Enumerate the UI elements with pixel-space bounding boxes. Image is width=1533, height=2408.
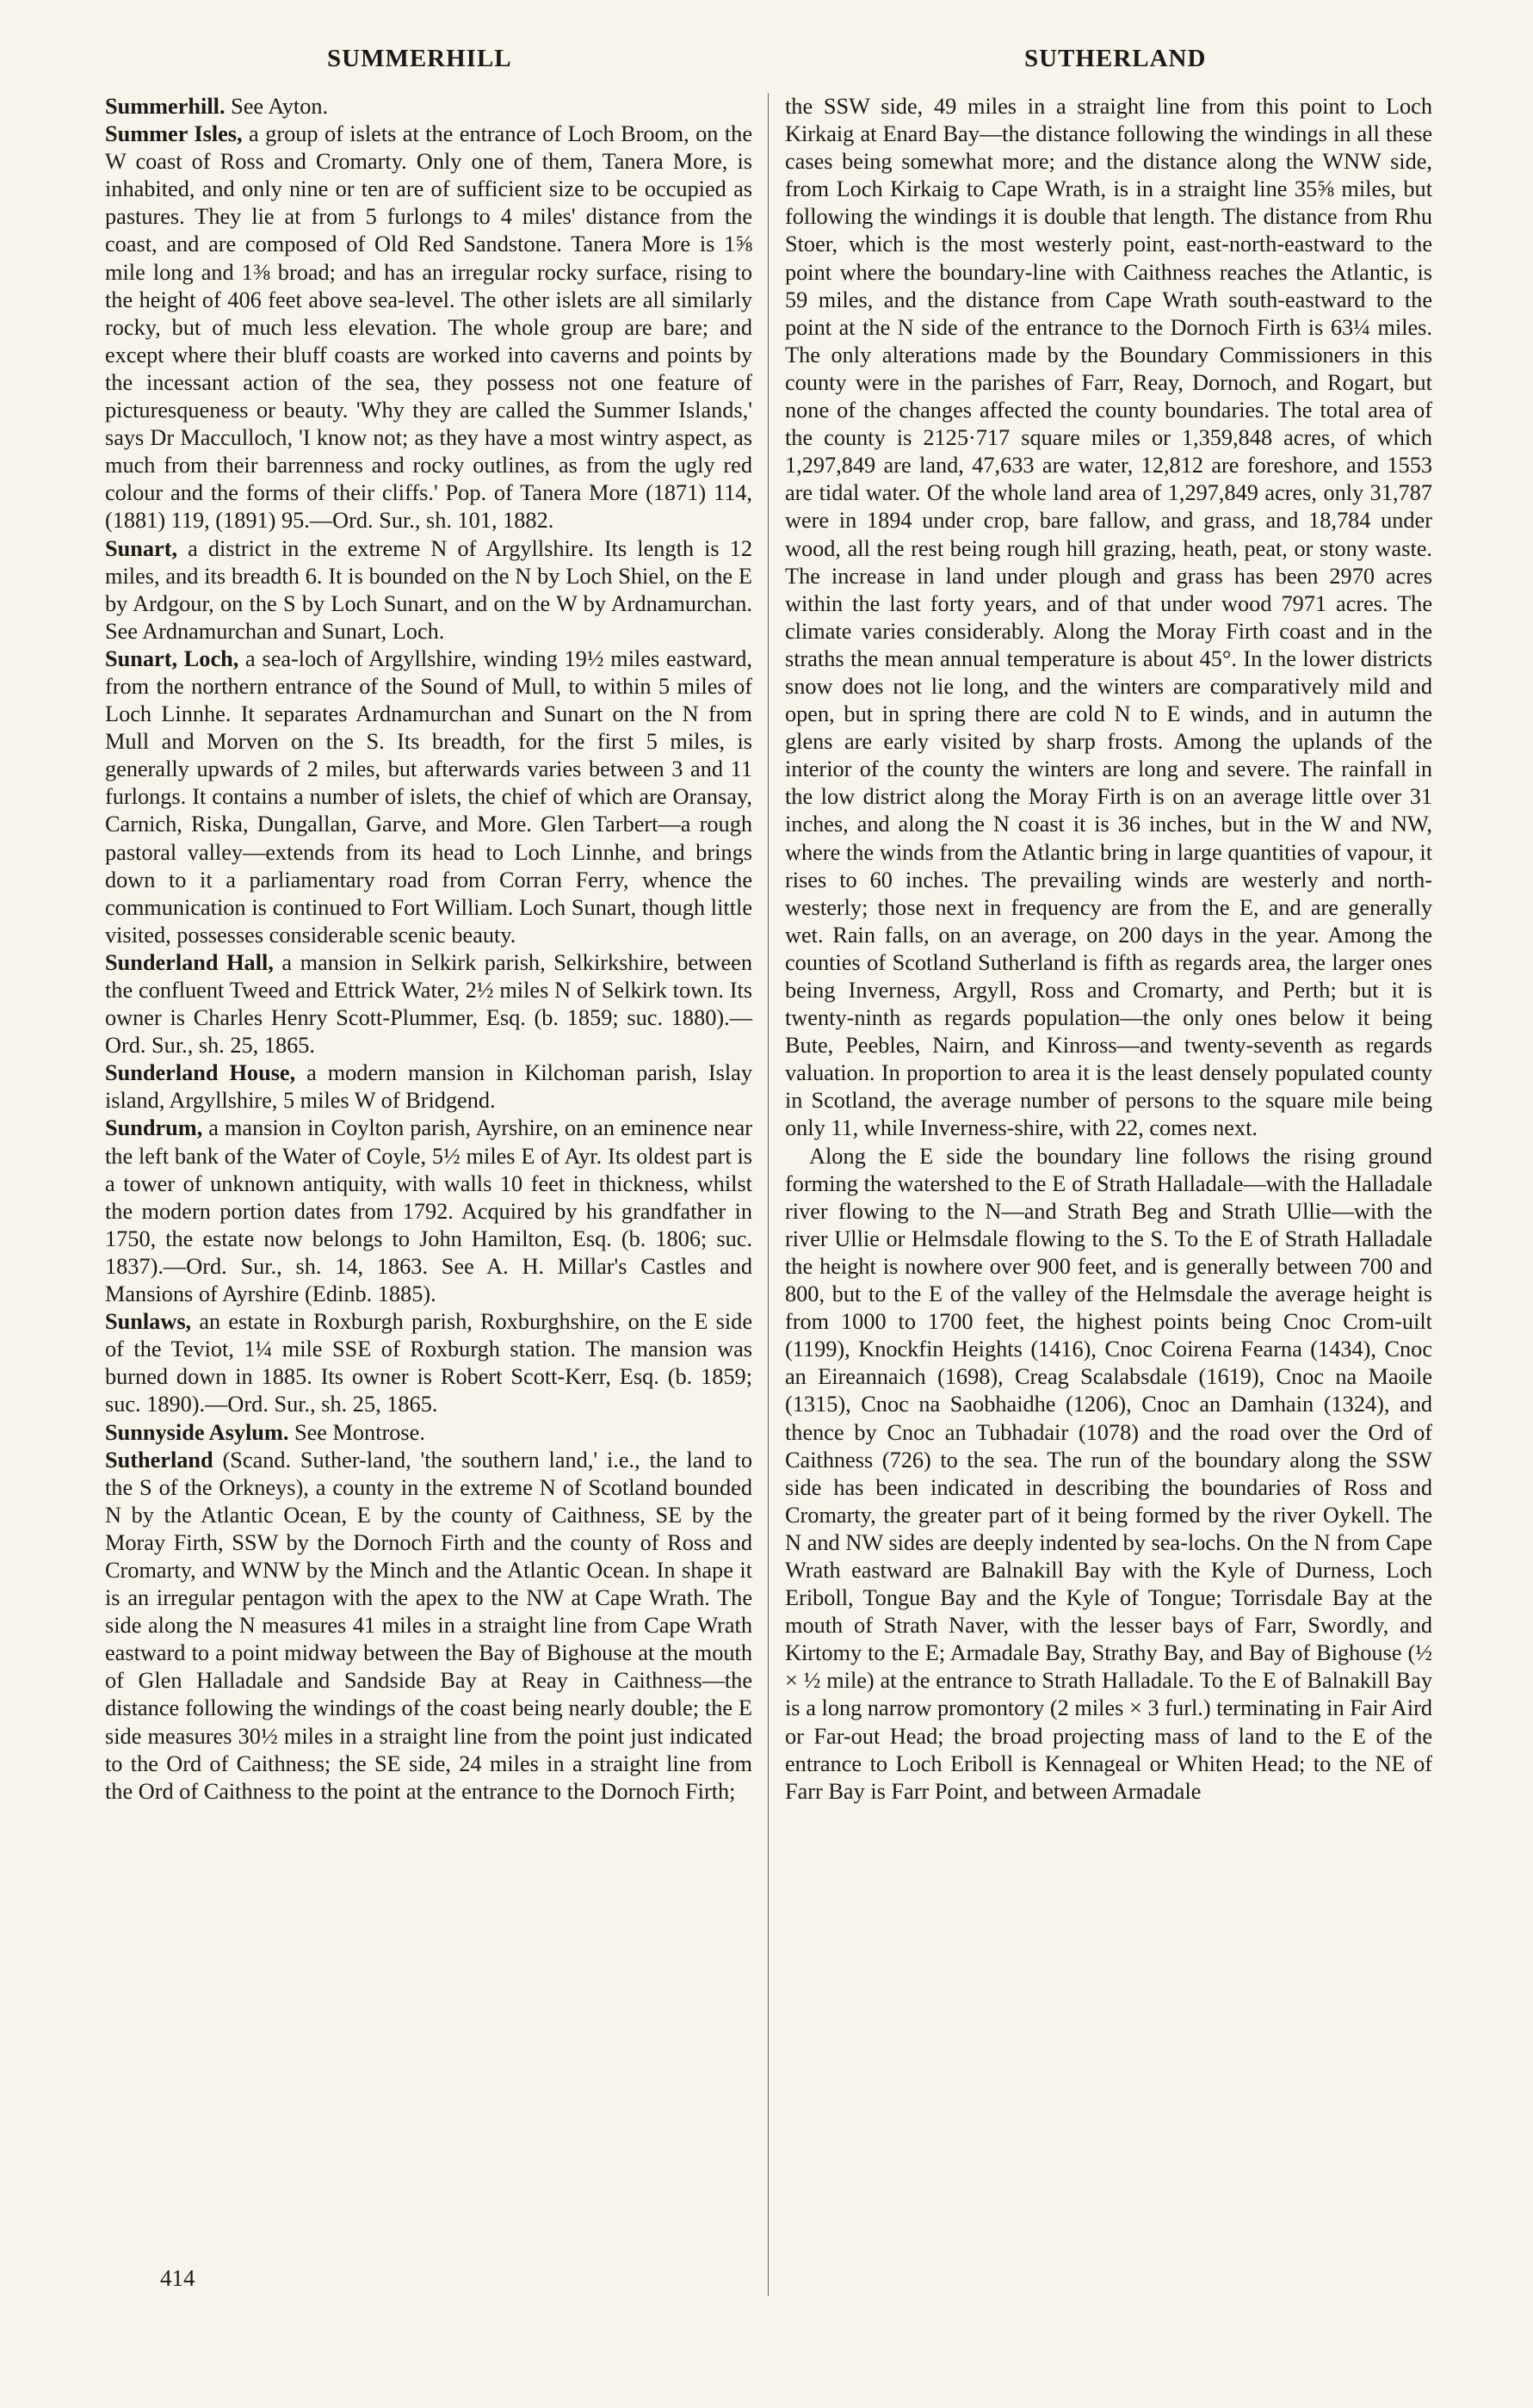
entry [105, 535, 752, 645]
right-column [785, 93, 1432, 1806]
entry-text: See Ayton. [225, 94, 329, 119]
entry [105, 645, 752, 949]
entry-text: a modern mansion in Kilchoman parish, Islay island, Argyllshire, 5 miles W of Bridgend. [105, 1060, 752, 1114]
column-divider [768, 93, 769, 2296]
headword: Sunart, [105, 535, 178, 561]
entry-text: an estate in Roxburgh parish, Roxburghshire, on the E side of the Teviot, 1¼ mile SSE of Roxburgh station. The mansion was burned down in 1885. Its owner is Robert Scott-Kerr, Esq. (b. 1859; suc. 1890).—Ord. Sur., sh. 25, 1865. [105, 1309, 752, 1417]
entry-text: a group of islets at the entrance of Loch Broom, on the W coast of Ross and Cromarty. Only one of them, Tanera More, is inhabited, and only nine or ten are of sufficient size to be occupied as pastures. They lie at from 5 furlongs to 4 miles' distance from the coast, and are composed of Old Red Sandstone. Tanera More is 1⅝ mile long and 1⅜ broad; and has an irregular rocky surface, rising to the height of 406 feet above sea-level. The other islets are all similarly rocky, but of much less elevation. The whole group are bare; and except where their bluff coasts are worked into caverns and points by the incessant action of the sea, they possess not one feature of picturesqueness or beauty. 'Why they are called the Summer Islands,' says Dr Macculloch, 'I know not; as they have a most wintry aspect, as much from their barrenness and rocky outlines, as from the ugly red colour and the forms of their cliffs.' Pop. of Tanera More (1871) 114, (1881) 119, (1891) 95.—Ord. Sur., sh. 101, 1882. [105, 121, 752, 534]
entry-text: a district in the extreme N of Argyllshire. Its length is 12 miles, and its breadth 6. It is bounded on the N by Loch Shiel, on the E by Ardgour, on the S by Loch Sunart, and on the W by Ardnamurchan. See Ardnamurchan and Sunart, Loch. [105, 535, 752, 644]
headword: Summer Isles, [105, 121, 243, 147]
entry-text: See Montrose. [288, 1419, 425, 1445]
entry [105, 1447, 752, 1806]
entry [105, 120, 752, 534]
entry [105, 1114, 752, 1308]
paragraph: the SSW side, 49 miles in a straight line from this point to Loch Kirkaig at Enard Bay—the distance following the windings in all these cases being somewhat more; and the distance along the WNW side, from Loch Kirkaig to Cape Wrath, is in a straight line 35⅝ miles, but following the windings it is double that length. The distance from Rhu Stoer, which is the most westerly point, east-north-eastward to the point where the boundary-line with Caithness reaches the Atlantic, is 59 miles, and the distance from Cape Wrath south-eastward to the point at the N side of the entrance to the Dornoch Firth is 63¼ miles. The only alterations made by the Boundary Commissioners in this county were in the parishes of Farr, Reay, Dornoch, and Rogart, but none of the changes affected the county boundaries. The total area of the county is 2125·717 square miles or 1,359,848 acres, of which 1,297,849 are land, 47,633 are water, 12,812 are foreshore, and 1553 are tidal water. Of the whole land area of 1,297,849 acres, only 31,787 were in 1894 under crop, bare fallow, and grass, and 18,784 under wood, all the rest being rough hill grazing, heath, peat, or stony waste. The increase in land under plough and grass has been 2970 acres within the last forty years, and of that under wood 7971 acres. The climate varies considerably. Along the Moray Firth coast and in the straths the mean annual temperature is about 45°. In the lower districts snow does not lie long, and the winters are comparatively mild and open, but in spring there are cold N to E winds, and in autumn the glens are early visited by sharp frosts. Among the uplands of the interior of the county the winters are long and severe. The rainfall in the low district along the Moray Firth is on an average little over 31 inches, and along the N coast it is 36 inches, but in the W and NW, where the winds from the Atlantic bring in large quantities of vapour, it rises to 60 inches. The prevailing winds are westerly and north-westerly; those next in frequency are from the E, and are generally wet. Rain falls, on an average, on 200 days in the year. Among the counties of Scotland Sutherland is fifth as regards area, the larger ones being Inverness, Argyll, Ross and Cromarty, and Perth; but it is twenty-ninth as regards population—the only ones below it being Bute, Peebles, Nairn, and Kinross—and twenty-seventh as regards valuation. In proportion to area it is the least densely populated county in Scotland, the average number of persons to the square mile being only 11, while Inverness-shire, with 22, comes next. [785, 94, 1432, 1141]
headword: Sunderland Hall, [105, 949, 274, 975]
entry [105, 1059, 752, 1114]
running-head-right: SUTHERLAND [1024, 45, 1207, 72]
entry-text: a sea-loch of Argyllshire, winding 19½ miles eastward, from the northern entrance of the Sound of Mull, to within 5 miles of Loch Linnhe. It separates Ardnamurchan and Sunart on the N from Mull and Morven on the S. Its breadth, for the first 5 miles, is generally upwards of 2 miles, but afterwards varies between 3 and 11 furlongs. It contains a number of islets, the chief of which are Oransay, Carnich, Riska, Dungallan, Garve, and More. Glen Tarbert—a rough pastoral valley—extends from its head to Loch Linnhe, and brings down to it a parliamentary road from Corran Ferry, whence the communication is continued to Fort William. Loch Sunart, though little visited, possesses considerable scenic beauty. [105, 645, 752, 948]
headword: Sunart, Loch, [105, 645, 239, 671]
running-head-left: SUMMERHILL [327, 45, 512, 72]
headword: Sutherland [105, 1447, 213, 1473]
entry-text: (Scand. Suther-land, 'the southern land,' i.e., the land to the S of the Orkneys), a county in the extreme N of Scotland bounded N by the Atlantic Ocean, E by the county of Caithness, SE by the Moray Firth, SSW by the Dornoch Firth and the county of Ross and Cromarty, and WNW by the Minch and the Atlantic Ocean. In shape it is an irregular pentagon with the apex to the NW at Cape Wrath. The side along the N measures 41 miles in a straight line from Cape Wrath eastward to a point midway between the Bay of Bighouse at the mouth of Glen Halladale and Sandside Bay at Reay in Caithness—the distance following the windings of the coast being nearly double; the E side measures 30½ miles in a straight line from the point just indicated to the Ord of Caithness; the SE side, 24 miles in a straight line from the Ord of Caithness to the point at the entrance to the Dornoch Firth; [105, 1447, 752, 1804]
left-column [105, 93, 752, 1806]
headword: Sundrum, [105, 1115, 203, 1141]
headword: Sunderland House, [105, 1060, 296, 1086]
entry [105, 1419, 752, 1447]
headword: Summerhill. [105, 94, 226, 119]
entry [105, 93, 752, 120]
page-number: 414 [160, 2265, 195, 2291]
headword: Sunnyside Asylum. [105, 1419, 289, 1445]
paragraph: Along the E side the boundary line follows the rising ground forming the watershed to the E of Strath Halladale—with the Halladale river flowing to the N—and Strath Beg and Strath Ullie—with the river Ullie or Helmsdale flowing to the S. To the E of Strath Halladale the height is nowhere over 900 feet, and is generally between 700 and 800, but to the E of the valley of the Helmsdale the average height is from 1000 to 1700 feet, the highest points being Cnoc Crom-uilt (1199), Knockfin Heights (1416), Cnoc Coirena Fearna (1434), Cnoc an Eireannaich (1698), Creag Scalabsdale (1619), Cnoc na Maoile (1315), Cnoc na Saobhaidhe (1206), Cnoc an Damhain (1324), and thence by Cnoc an Tubhadair (1078) and the road over the Ord of Caithness (726) to the sea. The run of the boundary along the SSW side has been indicated in describing the boundaries of Ross and Cromarty, the greater part of it being formed by the river Oykell. The N and NW sides are deeply indented by sea-lochs. On the N from Cape Wrath eastward are Balnakill Bay with the Kyle of Durness, Loch Eriboll, Tongue Bay and the Kyle of Tongue; Torrisdale Bay at the mouth of Strath Naver, with the lesser bays of Farr, Swordly, and Kirtomy to the E; Armadale Bay, Strathy Bay, and Bay of Bighouse (½ × ½ mile) at the entrance to Strath Halladale. To the E of Balnakill Bay is a long narrow promontory (2 miles × 3 furl.) terminating in Fair Aird or Far-out Head; the broad projecting mass of land to the E of the entrance to Loch Eriboll is Kennageal or Whiten Head; to the NE of Farr Bay is Farr Point, and between Armadale [785, 1143, 1432, 1804]
entry-text: a mansion in Selkirk parish, Selkirkshire, between the confluent Tweed and Ettrick Water, 2½ miles N of Selkirk town. Its owner is Charles Henry Scott-Plummer, Esq. (b. 1859; suc. 1880).—Ord. Sur., sh. 25, 1865. [105, 949, 752, 1059]
entry [105, 1308, 752, 1418]
entry [105, 949, 752, 1059]
entry-text: a mansion in Coylton parish, Ayrshire, on an eminence near the left bank of the Water of Coyle, 5½ miles E of Ayr. Its oldest part is a tower of unknown antiquity, with walls 10 feet in thickness, whilst the modern portion dates from 1792. Acquired by his grandfather in 1750, the estate now belongs to John Hamilton, Esq. (b. 1806; suc. 1837).—Ord. Sur., sh. 14, 1863. See A. H. Millar's Castles and Mansions of Ayrshire (Edinb. 1885). [105, 1115, 752, 1307]
headword: Sunlaws, [105, 1309, 192, 1335]
